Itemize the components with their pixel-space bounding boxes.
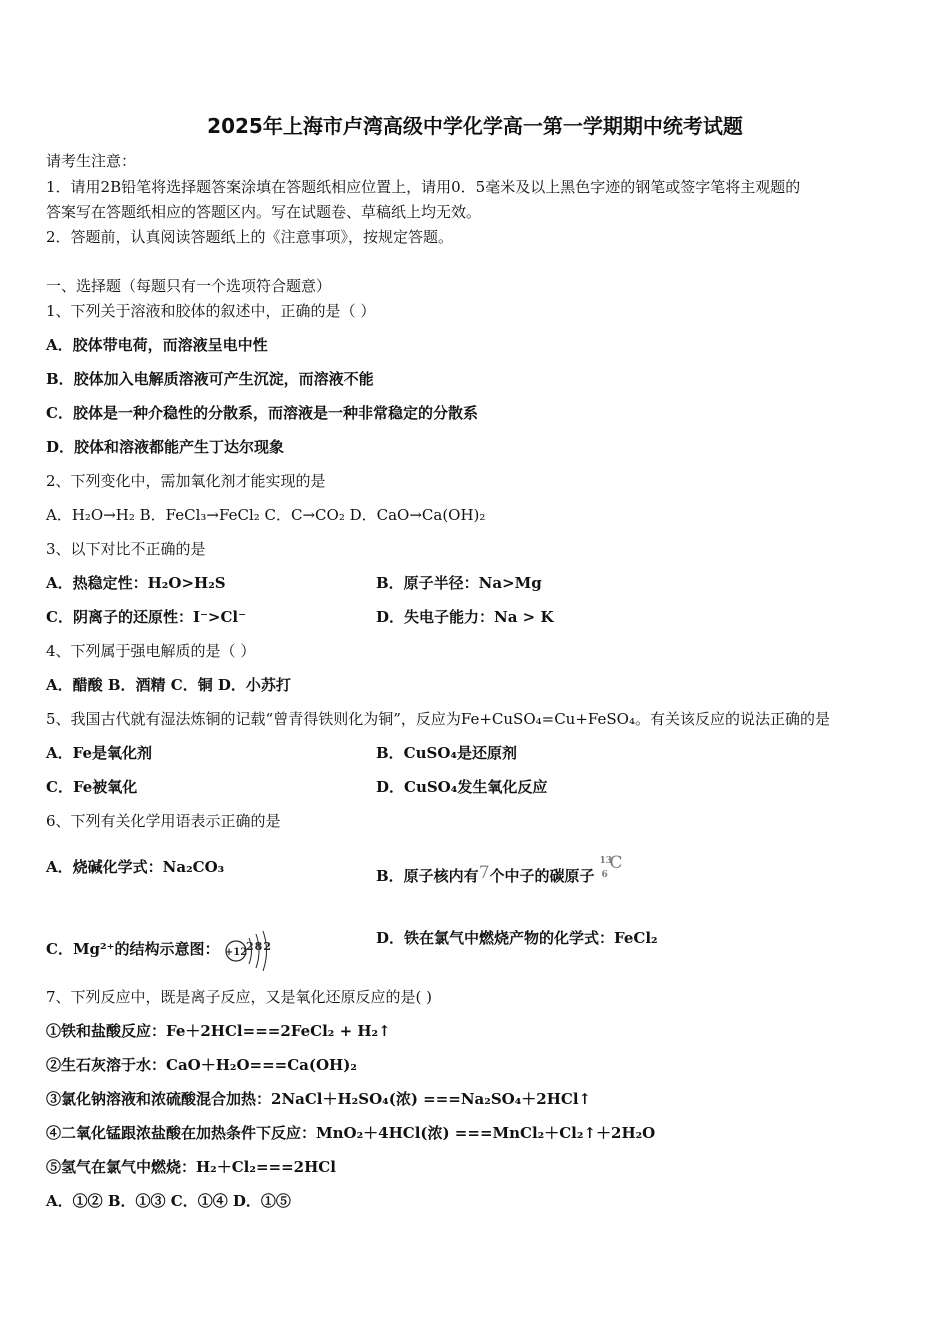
q3-stem: 3、以下对比不正确的是	[46, 540, 206, 558]
isotope-atomic-number: 6	[601, 870, 608, 880]
q7-reaction-1: ①铁和盐酸反应：Fe＋2HCl===2FeCl₂ + H₂↑	[46, 1022, 391, 1040]
q5-stem: 5、我国古代就有湿法炼铜的记载“曾青得铁则化为铜”，反应为Fe+CuSO₄=Cu+FeSO₄。有关该反应的说法正确的是	[46, 710, 830, 728]
q3-option-d: D．失电子能力：Na > K	[376, 608, 554, 626]
q7-reaction-4: ④二氧化锰跟浓盐酸在加热条件下反应：MnO₂＋4HCl(浓) ===MnCl₂＋Cl₂↑＋2H₂O	[46, 1124, 656, 1142]
q6-option-b-prefix: B．原子核内有	[376, 867, 479, 885]
q6-option-b-suffix: 个中子的碳原子	[489, 867, 595, 885]
mg-ion-structure-diagram	[225, 928, 275, 972]
q7-stem: 7、下列反应中，既是离子反应，又是氧化还原反应的是( )	[46, 988, 433, 1006]
q6-option-d: D．铁在氯气中燃烧产物的化学式：FeCl₂	[376, 929, 658, 947]
notice-item-1-line-1: 1．请用2B铅笔将选择题答案涂填在答题纸相应位置上，请用0．5毫米及以上黑色字迹的钢笔或签字笔将主观题的	[46, 178, 801, 196]
q7-options: A．①② B．①③ C．①④ D．①⑤	[46, 1192, 291, 1210]
notice-item-2: 2．答题前，认真阅读答题纸上的《注意事项》，按规定答题。	[46, 228, 454, 246]
section-heading: 一、选择题（每题只有一个选项符合题意）	[46, 277, 332, 295]
isotope-element-symbol: C	[609, 853, 623, 873]
q7-reaction-3: ③氯化钠溶液和浓硫酸混合加热：2NaCl＋H₂SO₄(浓) ===Na₂SO₄＋2HCl↑	[46, 1090, 592, 1108]
q1-option-a: A．胶体带电荷，而溶液呈电中性	[46, 336, 268, 354]
q7-reaction-2: ②生石灰溶于水：CaO＋H₂O===Ca(OH)₂	[46, 1056, 357, 1074]
q6-option-b-neutron-count: 7	[478, 863, 490, 883]
page-title: 2025年上海市卢湾高级中学化学高一第一学期期中统考试题	[207, 114, 743, 138]
q1-option-c: C．胶体是一种介稳性的分散系，而溶液是一种非常稳定的分散系	[46, 404, 478, 422]
notice-item-1-line-2: 答案写在答题纸相应的答题区内。写在试题卷、草稿纸上均无效。	[46, 203, 482, 221]
q5-option-c: C．Fe被氧化	[46, 778, 138, 796]
q4-stem: 4、下列属于强电解质的是（ ）	[46, 642, 256, 660]
q3-option-c: C．阴离子的还原性：I⁻>Cl⁻	[46, 608, 246, 626]
q2-stem: 2、下列变化中，需加氧化剂才能实现的是	[46, 472, 326, 490]
q1-option-b: B．胶体加入电解质溶液可产生沉淀，而溶液不能	[46, 370, 374, 388]
q2-options: A．H₂O→H₂ B．FeCl₃→FeCl₂ C．C→CO₂ D．CaO→Ca(OH)₂	[46, 506, 486, 524]
q7-reaction-5: ⑤氢气在氯气中燃烧：H₂＋Cl₂===2HCl	[46, 1158, 336, 1176]
q4-options: A．醋酸 B．酒精 C．铜 D．小苏打	[46, 676, 291, 694]
q6-option-b	[376, 853, 625, 886]
q6-option-c	[46, 928, 275, 972]
electron-shells: 282	[245, 940, 272, 953]
carbon-isotope-symbol	[599, 853, 625, 883]
q5-option-d: D．CuSO₄发生氧化反应	[376, 778, 548, 796]
q3-option-b: B．原子半径：Na>Mg	[376, 574, 542, 592]
isotope-mass-number: 13	[599, 856, 613, 866]
notice-heading: 请考生注意：	[46, 152, 137, 170]
q6-stem: 6、下列有关化学用语表示正确的是	[46, 812, 281, 830]
q6-option-c-prefix: C．Mg²⁺的结构示意图：	[46, 940, 220, 958]
q1-stem: 1、下列关于溶液和胶体的叙述中，正确的是（ ）	[46, 302, 376, 320]
q6-option-a: A．烧碱化学式：Na₂CO₃	[46, 858, 225, 876]
q1-option-d: D．胶体和溶液都能产生丁达尔现象	[46, 438, 285, 456]
q5-option-b: B．CuSO₄是还原剂	[376, 744, 517, 762]
q5-option-a: A．Fe是氧化剂	[46, 744, 153, 762]
q3-option-a: A．热稳定性：H₂O>H₂S	[46, 574, 226, 592]
nucleus-charge: +12	[224, 947, 247, 958]
